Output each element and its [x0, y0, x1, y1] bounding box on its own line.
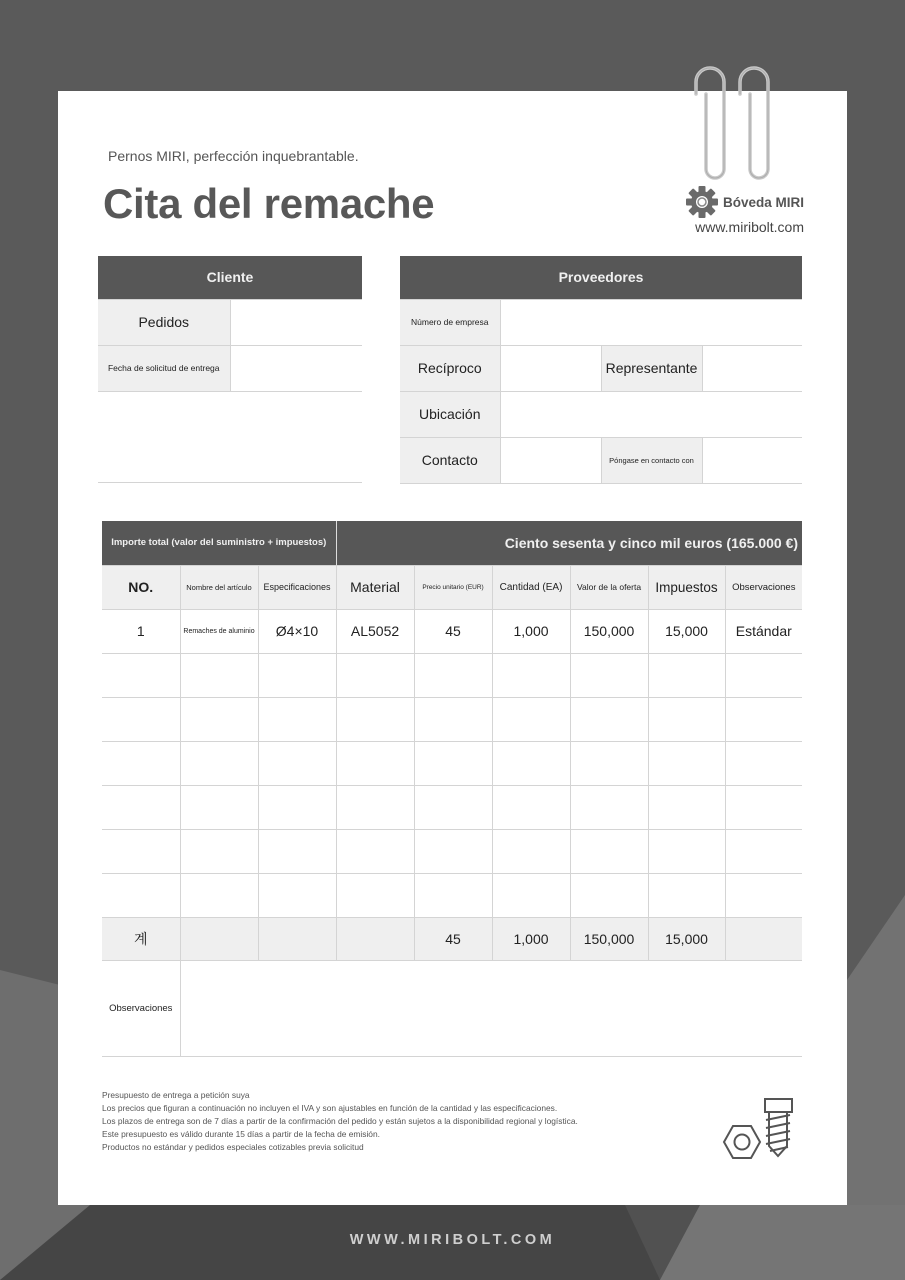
cell[interactable] — [336, 741, 414, 785]
cell[interactable] — [725, 829, 802, 873]
cell[interactable] — [648, 741, 725, 785]
cell[interactable] — [258, 653, 336, 697]
page-title: Cita del remache — [103, 180, 435, 227]
gear-icon — [685, 185, 719, 219]
cell[interactable] — [180, 873, 258, 917]
total-amount-value: Ciento sesenta y cinco mil euros (165.000 €) — [336, 521, 802, 565]
cell[interactable] — [336, 829, 414, 873]
footer-url[interactable]: WWW.MIRIBOLT.COM — [349, 1232, 556, 1248]
location-field[interactable] — [500, 391, 802, 437]
cell[interactable]: AL5052 — [336, 609, 414, 653]
cell[interactable] — [648, 785, 725, 829]
cell[interactable] — [414, 697, 492, 741]
cell[interactable] — [570, 741, 648, 785]
cell[interactable] — [414, 785, 492, 829]
cell[interactable] — [414, 873, 492, 917]
table-row — [102, 873, 802, 917]
cell[interactable] — [725, 785, 802, 829]
cell[interactable] — [492, 741, 570, 785]
table-row — [102, 785, 802, 829]
cell[interactable] — [492, 785, 570, 829]
col-taxes: Impuestos — [648, 565, 725, 609]
brand-block — [676, 185, 804, 235]
col-remarks: Observaciones — [725, 565, 802, 609]
cell[interactable] — [258, 697, 336, 741]
representative-label: Representante — [601, 345, 702, 391]
contact-label: Contacto — [400, 437, 500, 483]
cell — [180, 917, 258, 960]
col-no: NO. — [102, 565, 180, 609]
reciprocal-field[interactable] — [500, 345, 601, 391]
table-row — [102, 609, 802, 653]
cell[interactable] — [648, 653, 725, 697]
cell[interactable] — [180, 829, 258, 873]
remarks-label: Observaciones — [102, 960, 180, 1056]
cell[interactable] — [258, 829, 336, 873]
cell[interactable] — [725, 741, 802, 785]
footnote: Los precios que figuran a continuación no incluyen el IVA y son ajustables en función de la cantidad y las especificaciones. — [102, 1103, 558, 1113]
cell[interactable] — [102, 697, 180, 741]
col-unit-price: Precio unitario (EUR) — [414, 565, 492, 609]
cell[interactable] — [725, 653, 802, 697]
contact-with-label: Póngase en contacto con — [601, 437, 702, 483]
representative-field[interactable] — [702, 345, 802, 391]
cell[interactable] — [570, 873, 648, 917]
client-table — [98, 256, 362, 392]
cell[interactable] — [102, 785, 180, 829]
contact-with-field[interactable] — [702, 437, 802, 483]
sum-unit-price: 45 — [414, 917, 492, 960]
client-header: Cliente — [98, 256, 362, 299]
sum-quantity: 1,000 — [492, 917, 570, 960]
footnotes — [102, 1089, 578, 1154]
col-quantity: Cantidad (EA) — [492, 565, 570, 609]
nut-and-screw-icon — [720, 1096, 800, 1160]
cell[interactable] — [180, 653, 258, 697]
cell[interactable] — [725, 697, 802, 741]
paperclip-icon — [688, 64, 788, 184]
cell[interactable]: Remaches de aluminio — [180, 609, 258, 653]
cell — [258, 917, 336, 960]
sum-taxes: 15,000 — [648, 917, 725, 960]
orders-field[interactable] — [230, 299, 362, 345]
cell[interactable]: 150,000 — [570, 609, 648, 653]
location-label: Ubicación — [400, 391, 500, 437]
contact-field[interactable] — [500, 437, 601, 483]
cell — [336, 917, 414, 960]
table-row — [102, 697, 802, 741]
col-offer-value: Valor de la oferta — [570, 565, 648, 609]
orders-label: Pedidos — [98, 299, 230, 345]
cell[interactable] — [570, 653, 648, 697]
sum-label: 계 — [102, 917, 180, 960]
cell[interactable]: 45 — [414, 609, 492, 653]
footnote: Productos no estándar y pedidos especiales cotizables previa solicitud — [102, 1142, 364, 1152]
cell[interactable] — [258, 741, 336, 785]
cell[interactable] — [414, 741, 492, 785]
cell[interactable] — [492, 653, 570, 697]
cell[interactable] — [492, 829, 570, 873]
cell[interactable] — [570, 829, 648, 873]
column-headers — [102, 565, 802, 609]
sum-offer-value: 150,000 — [570, 917, 648, 960]
cell[interactable] — [414, 653, 492, 697]
cell[interactable] — [258, 873, 336, 917]
cell[interactable] — [725, 873, 802, 917]
remarks-field[interactable] — [180, 960, 802, 1056]
cell[interactable] — [414, 829, 492, 873]
cell[interactable] — [570, 697, 648, 741]
table-row — [102, 653, 802, 697]
cell[interactable] — [102, 829, 180, 873]
table-row — [102, 829, 802, 873]
cell[interactable] — [492, 697, 570, 741]
cell[interactable]: 15,000 — [648, 609, 725, 653]
brand-name: Bóveda MIRI — [722, 194, 804, 210]
cell[interactable] — [102, 873, 180, 917]
delivery-date-label: Fecha de solicitud de entrega — [98, 345, 230, 391]
footnote: Este presupuesto es válido durante 15 días a partir de la fecha de emisión. — [102, 1129, 380, 1139]
cell[interactable] — [648, 697, 725, 741]
cell[interactable] — [492, 873, 570, 917]
col-material: Material — [336, 565, 414, 609]
cell[interactable] — [336, 653, 414, 697]
supplier-table — [400, 256, 802, 484]
cell[interactable] — [102, 653, 180, 697]
footnote: Los plazos de entrega son de 7 días a partir de la confirmación del pedido y están sujetos a la disponibilidad regional y logística. — [102, 1116, 578, 1126]
cell[interactable] — [336, 697, 414, 741]
cell[interactable]: 1,000 — [492, 609, 570, 653]
reciprocal-label: Recíproco — [400, 345, 500, 391]
tagline: Pernos MIRI, perfección inquebrantable. — [108, 148, 359, 164]
col-item-name: Nombre del artículo — [180, 565, 258, 609]
cell[interactable]: Estándar — [725, 609, 802, 653]
cell[interactable] — [336, 873, 414, 917]
cell[interactable] — [648, 873, 725, 917]
brand-url: www.miribolt.com — [695, 219, 804, 235]
cell[interactable] — [258, 785, 336, 829]
divider — [98, 482, 362, 483]
cell[interactable] — [180, 741, 258, 785]
company-number-label: Número de empresa — [400, 299, 500, 345]
cell[interactable] — [180, 697, 258, 741]
supplier-header: Proveedores — [400, 256, 802, 299]
total-amount-label: Importe total (valor del suministro + impuestos) — [102, 521, 336, 565]
table-row — [102, 741, 802, 785]
cell[interactable] — [180, 785, 258, 829]
cell[interactable] — [648, 829, 725, 873]
cell[interactable] — [336, 785, 414, 829]
col-specs: Especificaciones — [258, 565, 336, 609]
company-number-field[interactable] — [500, 299, 802, 345]
cell[interactable]: 1 — [102, 609, 180, 653]
footnote: Presupuesto de entrega a petición suya — [102, 1090, 250, 1100]
cell[interactable] — [102, 741, 180, 785]
cell — [725, 917, 802, 960]
sum-row — [102, 917, 802, 960]
quote-table — [102, 521, 802, 1057]
cell[interactable] — [570, 785, 648, 829]
cell[interactable]: Ø4×10 — [258, 609, 336, 653]
delivery-date-field[interactable] — [230, 345, 362, 391]
